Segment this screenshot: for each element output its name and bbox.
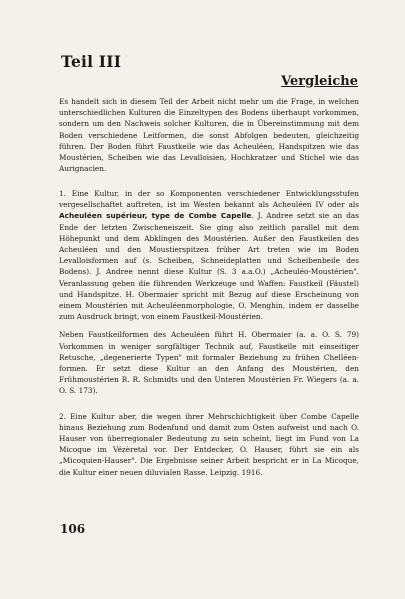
paragraph-2: Neben Faustkeilformen des Acheuléen führt H. Obermaier (a. a. O. S. 79) Vorkommen in weniger sorgfältiger Technik auf, Faustkeile mit einseitiger Retusche, „degenerierte Typen" mit formaler Beziehung zu frühen Chelléen-formen. Er setzt diese Kultur an den Anfang des Moustérien, den Frühmoustérien R. R. Schmidts und den Unteren Moustérien Fr. Wiegers (a. a. O. S. 173). xyxy=(59,330,359,396)
paragraph-1-bold-term: Acheuléen supérieur, type de Combe Capelle xyxy=(59,211,252,221)
section-title: Vergleiche xyxy=(281,74,358,89)
page-number: 106 xyxy=(60,522,86,536)
intro-paragraph: Es handelt sich in diesem Teil der Arbeit nicht mehr um die Frage, in welchen unterschiedlichen Kulturen die Einzeltypen des Bodens überhaupt vorkommen, sondern um den Nachweis solcher Kulturen, die in Übereinstimmung mit dem Boden verschiedene Leitformen, die sonst Abfolgen bedeuten, gleichzeitig führen. Der Boden führt Faustkeile wie das Acheuléen, Handspitzen wie das Moustérien, Scheiben wie das Levalloisien, Hochkratzer und Stichel wie das Aurignacien. xyxy=(59,97,359,174)
paragraph-1 xyxy=(59,188,359,322)
paragraph-3: 2. Eine Kultur aber, die wegen ihrer Mehrschichtigkeit über Combe Capelle hinaus Beziehung zum Bodenfund und damit zum Osten aufweist und nach O. Hauser von überregionaler Bedeutung zu sein scheint, liegt im Fund von La Micoque im Vézèretal vor. Der Entdecker, O. Hauser, führt sie ein als „Micoquien-Hauser". Die Ergebnisse seiner Arbeit bespricht er in La Micoque, die Kultur einer neuen diluvialen Rasse. Leipzig. 1916. xyxy=(59,411,359,477)
part-title: Teil III xyxy=(61,52,122,71)
intro-block xyxy=(59,96,359,188)
paragraph-1-text-b: . J. Andree setzt sie an das Ende der letzten Zwischeneiszeit. Sie ging also zeitlich parallel mit dem Höhepunkt und dem Abklingen des Moustérien. Außer den Faustkeilen des Acheuléen und den Moustierspitzen früher Art treten wie im Boden Levalloisformen auf (s. Scheiben, Schneideplatten und Scheibenbeile des Bodens). J. Andree nennt diese Kultur (S. 3 a.a.O.) „Acheuléo-Moustérien". Veranlassung geben die führenden Werkzeuge und Waffen: Faustkeil (Fäustel) und Handspitze. H. Obermaier spricht mit Bezug auf diese Erscheinung von einem Moustérien mit Acheuléenmorphologie, O. Menghin, indem er dasselbe zum Ausdruck bringt, von einem Faustkeil-Moustérien. xyxy=(59,211,359,322)
paragraph-1-text-a: 1. Eine Kultur, in der so Komponenten verschiedener Entwicklungsstufen vergesellschaftet auftreten, ist im Westen bekannt als Acheuléen IV oder als xyxy=(59,189,359,210)
main-text xyxy=(59,188,359,485)
